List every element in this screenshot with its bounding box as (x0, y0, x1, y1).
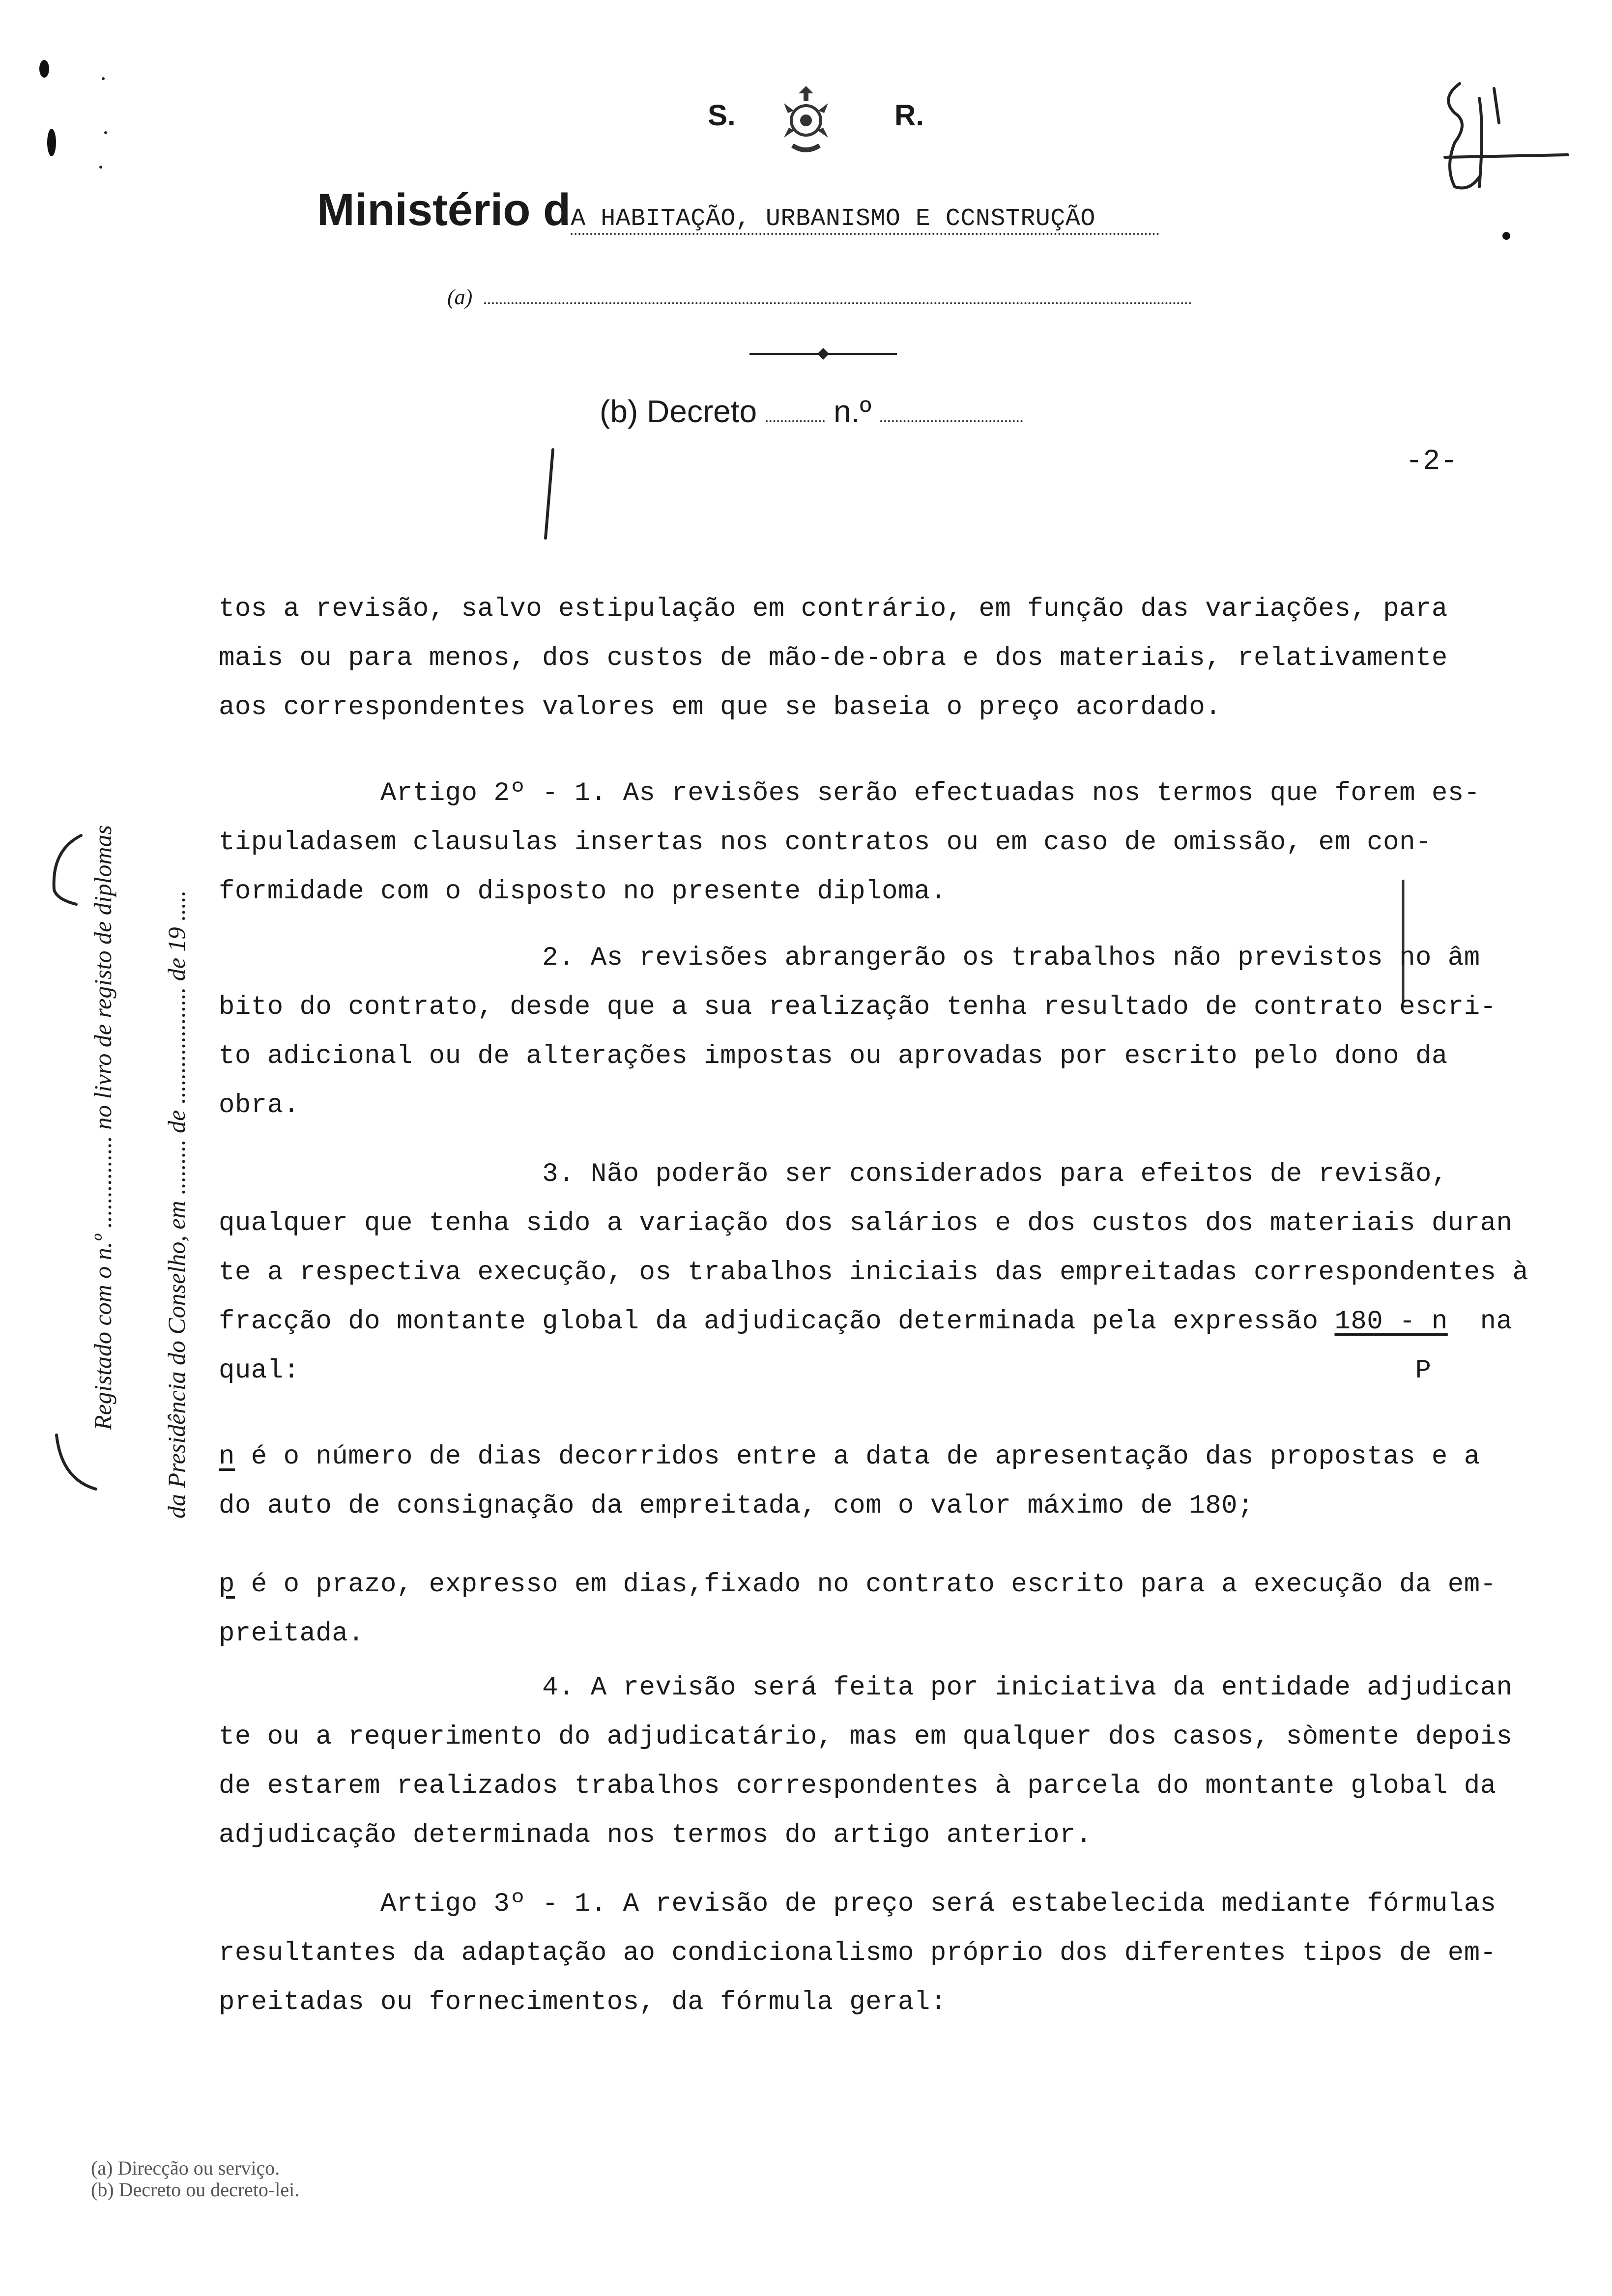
formula-after: na (1480, 1307, 1513, 1337)
definition-p (219, 1560, 1497, 1659)
text-line: tipuladasem clausulas insertas nos contratos ou em caso de omissão, em con- (219, 828, 1432, 858)
footnote-a: (a) Direcção ou serviço. (91, 2157, 280, 2179)
ministry-title (317, 184, 1159, 239)
decree-number-label: n.º (834, 394, 871, 429)
decree-blank-2 (880, 391, 1023, 422)
footnotes (91, 2157, 299, 2201)
text-line: Artigo 3º - 1. A revisão de preço será estabelecida mediante fórmulas (219, 1889, 1497, 1919)
text-line: Artigo 2º - 1. As revisões serão efectuadas nos termos que forem es- (219, 778, 1480, 808)
variable-p: p (219, 1570, 235, 1600)
page-number: -2- (1406, 446, 1458, 478)
text-line: 4. A revisão será feita por iniciativa da entidade adjudican (219, 1673, 1513, 1703)
article-3-paragraph-1 (219, 1880, 1497, 2027)
decree-line (600, 391, 1023, 430)
text-line: aos correspondentes valores em que se baseia o preço acordado. (219, 692, 1222, 722)
margin-register-line-2: da Presidência do Conselho, em ......... de ................... de 19 ..... (163, 890, 190, 1519)
article-2-paragraph-4 (219, 1664, 1512, 1860)
ministry-name: A HABITAÇÃO, URBANISMO E CCNSTRUÇÃO (571, 205, 1159, 235)
text-line: to adicional ou de alterações impostas ou aprovadas por escrito pelo dono da (219, 1041, 1448, 1071)
margin-bracket-top (47, 831, 86, 909)
line-a (447, 278, 1192, 310)
text-line: do auto de consignação da empreitada, com o valor máximo de 180; (219, 1491, 1254, 1521)
text-line: adjudicação determinada nos termos do artigo anterior. (219, 1820, 1092, 1850)
signature-initials (1425, 69, 1573, 201)
formula-numerator: 180 - n (1334, 1307, 1448, 1337)
coat-of-arms-icon (769, 84, 843, 157)
formula-qual: qual: (219, 1356, 300, 1386)
text-line: bito do contrato, desde que a sua realização tenha resultado de contrato escri- (219, 992, 1497, 1022)
ornament-divider (749, 344, 897, 364)
text-line: resultantes da adaptação ao condicionalismo próprio dos diferentes tipos de em- (219, 1938, 1497, 1968)
variable-n: n (219, 1442, 235, 1472)
decree-blank-1 (766, 391, 825, 422)
text-line: formidade com o disposto no presente diploma. (219, 877, 947, 907)
text-line: fracção do montante global da adjudicação determinada pela expressão (219, 1307, 1319, 1337)
text-line: n é o número de dias decorridos entre a data de apresentação das propostas e a (219, 1442, 1480, 1472)
text-line: mais ou para menos, dos custos de mão-de-obra e dos materiais, relativamente (219, 643, 1448, 673)
line-a-label: (a) (447, 285, 473, 309)
line-a-blank (484, 278, 1192, 304)
definition-n (219, 1433, 1480, 1531)
text-line: tos a revisão, salvo estipulação em contrário, em função das variações, para (219, 594, 1448, 624)
footnote-b: (b) Decreto ou decreto-lei. (91, 2179, 300, 2201)
letterhead-s: S. (708, 99, 736, 132)
left-edge-marks (29, 49, 138, 206)
formula-line (219, 1297, 1528, 1347)
formula-denominator: P (1415, 1356, 1432, 1386)
text-line: te ou a requerimento do adjudicatário, mas em qualquer dos casos, sòmente depois (219, 1722, 1513, 1752)
formula-qual-line (219, 1347, 1528, 1396)
text-line: qualquer que tenha sido a variação dos salários e dos custos dos materiais duran (219, 1208, 1513, 1238)
paragraph-continuation (219, 585, 1448, 732)
text-line: 2. As revisões abrangerão os trabalhos não previstos no âm (219, 943, 1480, 973)
ministry-prefix: Ministério d (317, 185, 571, 235)
decree-label: (b) Decreto (600, 394, 757, 429)
text-line: de estarem realizados trabalhos correspondentes à parcela do montante global da (219, 1771, 1497, 1801)
margin-register-line-1: Registado com o n.º ............... no livro de registo de diplomas (89, 825, 116, 1430)
letterhead-r: R. (894, 99, 924, 132)
text-line: obra. (219, 1091, 300, 1120)
text-line: 3. Não poderão ser considerados para efeitos de revisão, (219, 1159, 1448, 1189)
margin-bracket-bottom (47, 1425, 101, 1494)
pencil-stroke (533, 447, 563, 541)
text-line: preitada. (219, 1619, 365, 1649)
text-line: te a respectiva execução, os trabalhos iniciais das empreitadas correspondentes à (219, 1258, 1529, 1288)
text-line: p é o prazo, expresso em dias,fixado no contrato escrito para a execução da em- (219, 1570, 1497, 1600)
article-2-paragraph-2 (219, 934, 1497, 1130)
article-2-paragraph-1 (219, 769, 1480, 917)
right-dot (1499, 229, 1514, 243)
article-2-paragraph-3 (219, 1150, 1528, 1396)
text-line: preitadas ou fornecimentos, da fórmula geral: (219, 1987, 947, 2017)
